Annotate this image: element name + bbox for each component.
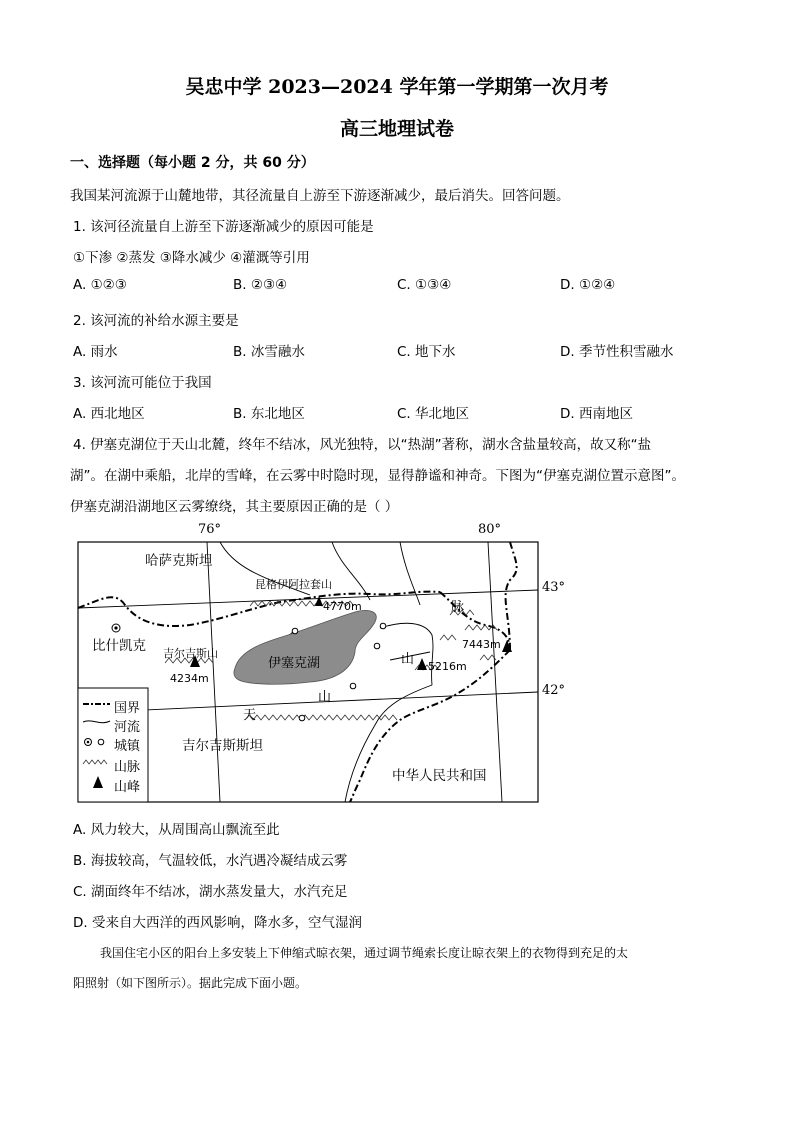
q2-option-b[interactable]: B. 冰雪融水 <box>233 344 305 360</box>
q4-option-b[interactable]: B. 海拔较高，气温较低，水汽遇冷凝结成云雾 <box>73 853 348 869</box>
next-intro-line2: 阳照射（如下图所示）。据此完成下面小题。 <box>73 976 308 990</box>
town <box>292 628 298 634</box>
q1-option-d[interactable]: D. ①②④ <box>560 277 616 293</box>
label-mai: 脉 <box>451 600 465 615</box>
q4-option-a[interactable]: A. 风力较大，从周围高山飘流至此 <box>73 822 280 838</box>
label-kungey: 昆格伊阿拉套山 <box>255 578 332 591</box>
capital-bishkek-dot <box>114 626 117 629</box>
q1-option-a[interactable]: A. ①②③ <box>73 277 127 293</box>
q1-option-c[interactable]: C. ①③④ <box>397 277 452 293</box>
label-lat-42: 42° <box>542 683 566 698</box>
q4-option-c[interactable]: C. 湖面终年不结冰，湖水蒸发量大，水汽充足 <box>73 884 348 900</box>
question-1-stem: 1. 该河径流量自上游至下游逐渐减少的原因可能是 <box>73 219 374 235</box>
intro-paragraph: 我国某河流源于山麓地带，其径流量自上游至下游逐渐减少，最后消失。回答问题。 <box>70 188 570 204</box>
label-lon-80: 80° <box>478 522 502 537</box>
town <box>299 715 305 721</box>
label-issyk-kul: 伊塞克湖 <box>268 656 321 671</box>
legend-town-label: 城镇 <box>114 739 141 754</box>
q2-option-c[interactable]: C. 地下水 <box>397 344 456 360</box>
next-intro-line1: 我国住宅小区的阳台上多安装上下伸缩式晾衣架，通过调节绳索长度让晾衣架上的衣物得到充足的太 <box>100 946 629 960</box>
town <box>350 683 356 689</box>
question-3-stem: 3. 该河流可能位于我国 <box>73 375 212 391</box>
legend-peak-label: 山峰 <box>114 780 141 795</box>
legend-mountain-label: 山脉 <box>114 760 141 775</box>
question-2-stem: 2. 该河流的补给水源主要是 <box>73 313 239 329</box>
q2-option-a[interactable]: A. 雨水 <box>73 344 118 360</box>
label-china: 中华人民共和国 <box>392 768 487 784</box>
question-4-stem-line3: 伊塞克湖沿湖地区云雾缭绕，其主要原因正确的是（ ） <box>70 499 399 515</box>
page-subtitle: 高三地理试卷 <box>339 118 454 140</box>
q2-option-d[interactable]: D. 季节性积雪融水 <box>560 344 674 360</box>
label-peak-5216: 5216m <box>428 660 467 673</box>
town <box>374 643 380 649</box>
question-4-stem-line1: 4. 伊塞克湖位于天山北麓，终年不结冰，风光独特，以“热湖”著称，湖水含盐量较高，故又称“盐 <box>73 437 652 453</box>
section-heading: 一、选择题（每小题 2 分，共 60 分） <box>70 155 315 171</box>
label-kyrgyzstan: 吉尔吉斯斯坦 <box>182 738 263 754</box>
label-shan2: 山 <box>318 690 332 705</box>
q3-option-c[interactable]: C. 华北地区 <box>397 406 470 422</box>
legend-town-symbol <box>98 739 104 745</box>
label-bishkek: 比什凯克 <box>92 638 146 654</box>
label-kyrgyz-range: 吉尔吉斯山 <box>163 647 218 660</box>
legend-border-label: 国界 <box>114 701 141 716</box>
label-peak-4770: 4770m <box>323 600 362 613</box>
label-peak-4234: 4234m <box>170 672 209 685</box>
q4-option-d[interactable]: D. 受来自大西洋的西风影响，降水多，空气湿润 <box>73 915 362 931</box>
legend-river-label: 河流 <box>114 720 141 735</box>
label-lat-43: 43° <box>542 580 566 595</box>
q1-option-b[interactable]: B. ②③④ <box>233 277 288 293</box>
label-kazakhstan: 哈萨克斯坦 <box>145 553 213 569</box>
q3-option-b[interactable]: B. 东北地区 <box>233 406 305 422</box>
page-title: 吴忠中学 2023—2024 学年第一学期第一次月考 <box>185 76 609 98</box>
label-shan: 山 <box>401 652 415 667</box>
label-peak-7443: 7443m <box>462 638 501 651</box>
question-4-stem-line2: 湖”。在湖中乘船，北岸的雪峰，在云雾中时隐时现，显得静谧和神奇。下图为“伊塞克湖位置示意图”。 <box>70 468 685 484</box>
q3-option-d[interactable]: D. 西南地区 <box>560 406 633 422</box>
town <box>380 623 386 629</box>
issyk-kul-location-map <box>70 520 566 805</box>
question-1-factors: ①下渗 ②蒸发 ③降水减少 ④灌溉等引用 <box>73 250 310 266</box>
q3-option-a[interactable]: A. 西北地区 <box>73 406 145 422</box>
label-lon-76: 76° <box>198 522 222 537</box>
label-tian: 天 <box>243 708 257 723</box>
